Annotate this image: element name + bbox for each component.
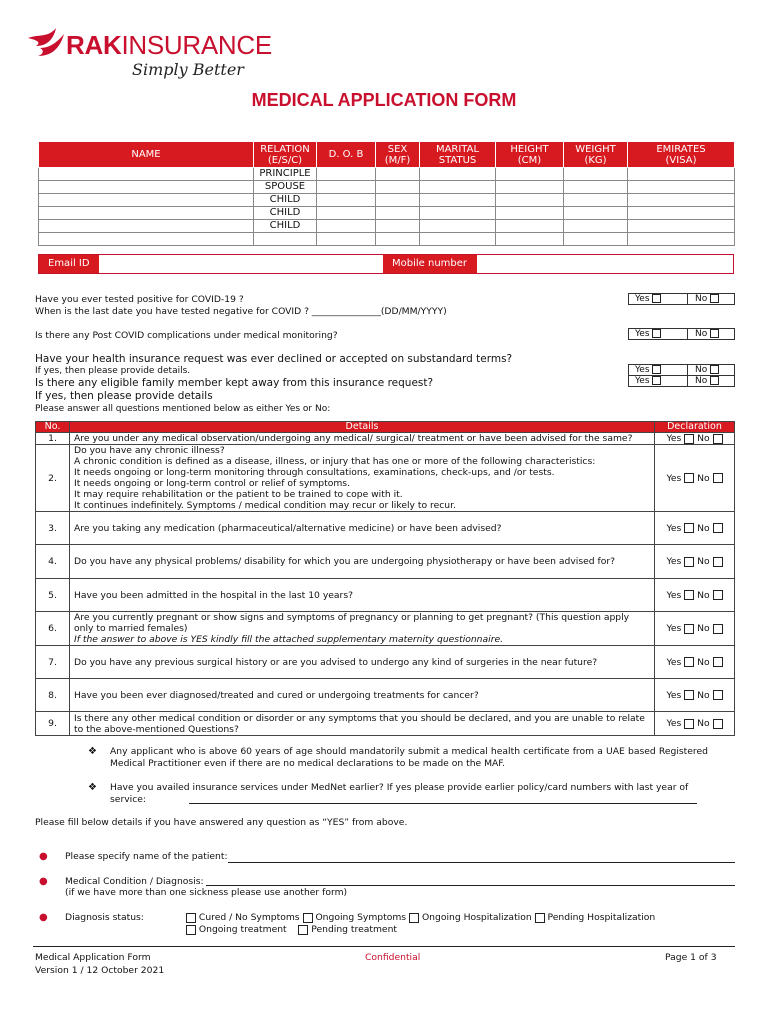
declaration-cell xyxy=(655,579,735,612)
declaration-cell xyxy=(655,712,735,736)
relation-cell: CHILD xyxy=(254,194,317,207)
question-text: Are you currently pregnant or show signs and symptoms of pregnancy or planning to get pregnant? (This question apply only to married females) xyxy=(74,612,630,634)
member-input-cell[interactable] xyxy=(420,168,496,181)
question-number: 4. xyxy=(36,545,70,579)
question-row xyxy=(36,612,735,646)
yes-label: Yes xyxy=(666,472,682,484)
member-input-cell[interactable] xyxy=(420,194,496,207)
yn-family-yes-checkbox[interactable] xyxy=(652,376,661,385)
relation-cell: SPOUSE xyxy=(254,181,317,194)
fill-note: Please fill below details if you have answered any question as “YES” from above. xyxy=(35,817,408,828)
question-6-yes-checkbox[interactable] xyxy=(684,624,694,634)
col-declaration: Declaration xyxy=(655,422,735,433)
question-text: It needs ongoing or long-term monitoring through consultations, examinations, check-ups, and /or tests. xyxy=(74,467,555,478)
question-2-yes-checkbox[interactable] xyxy=(684,473,694,483)
condition-field[interactable] xyxy=(206,885,735,886)
question-text: It continues indefinitely. Symptoms / medical condition may recur or likely to recur. xyxy=(74,500,456,511)
member-input-cell[interactable] xyxy=(628,207,735,220)
members-row xyxy=(39,207,735,220)
question-5-no-checkbox[interactable] xyxy=(713,590,723,600)
question-3-yes-checkbox[interactable] xyxy=(684,523,694,533)
declaration-cell xyxy=(655,612,735,646)
status-ongoing-hosp-label: Ongoing Hospitalization xyxy=(421,912,532,923)
member-input-cell[interactable] xyxy=(420,220,496,233)
bullet-icon: ● xyxy=(39,876,48,887)
member-input-cell[interactable] xyxy=(496,194,564,207)
covid-q1: Have you ever tested positive for COVID-19 ? xyxy=(35,294,244,305)
no-label: No xyxy=(695,365,708,375)
question-text: Are you under any medical observation/undergoing any medical/ surgical/ treatment or have been advised for the same? xyxy=(74,433,633,444)
condition-note: (if we have more than one sickness please use another form) xyxy=(65,887,348,898)
member-input-cell[interactable] xyxy=(317,207,376,220)
question-text: Do you have any physical problems/ disability for which you are undergoing physiotherapy or have been advised for? xyxy=(74,556,616,567)
question-row xyxy=(36,445,735,512)
page-title: MEDICAL APPLICATION FORM xyxy=(251,90,517,110)
question-row xyxy=(36,646,735,679)
yn-covid-1-no-checkbox[interactable] xyxy=(710,294,719,303)
yn-divider xyxy=(687,293,688,305)
yn-covid-3-yes xyxy=(635,329,661,339)
patient-name-field[interactable] xyxy=(228,862,735,863)
declaration-cell xyxy=(655,445,735,512)
members-col-header: EMIRATES (VISA) xyxy=(628,142,735,168)
brand-name: RAKINSURANCE xyxy=(66,30,272,60)
status-options-row1 xyxy=(186,912,655,923)
brand-tagline: Simply Better xyxy=(132,60,244,79)
member-input-cell[interactable] xyxy=(317,168,376,181)
question-row xyxy=(36,433,735,445)
mobile-label: Mobile number xyxy=(383,255,477,273)
declined-detail: If yes, then please provide details. xyxy=(35,366,191,376)
status-checkbox-pending-hosp[interactable] xyxy=(535,913,545,923)
question-7-no-checkbox[interactable] xyxy=(713,657,723,667)
member-input-cell[interactable] xyxy=(628,194,735,207)
member-input-cell[interactable] xyxy=(564,194,628,207)
no-label: No xyxy=(695,376,708,386)
member-input-cell[interactable] xyxy=(376,194,420,207)
relation-cell: CHILD xyxy=(254,207,317,220)
declaration-cell xyxy=(655,679,735,712)
yn-divider xyxy=(687,328,688,340)
question-5-yes-checkbox[interactable] xyxy=(684,590,694,600)
status-checkbox-ongoing-symptoms[interactable] xyxy=(303,913,313,923)
mobile-field[interactable] xyxy=(477,255,733,273)
question-details xyxy=(70,512,655,545)
yes-label: Yes xyxy=(666,623,682,634)
declined-question: Have your health insurance request was ever declined or accepted on substandard terms? xyxy=(35,353,513,365)
family-question: Is there any eligible family member kept away from this insurance request? xyxy=(35,377,434,389)
question-3-no-checkbox[interactable] xyxy=(713,523,723,533)
member-input-cell[interactable] xyxy=(628,220,735,233)
question-8-yes-checkbox[interactable] xyxy=(684,690,694,700)
yn-covid-3 xyxy=(628,328,735,340)
email-label: Email ID xyxy=(39,255,99,273)
member-input-cell[interactable] xyxy=(39,194,254,207)
question-details xyxy=(70,612,655,646)
status-checkbox-ongoing-treatment[interactable] xyxy=(186,925,196,935)
member-input-cell[interactable] xyxy=(628,168,735,181)
members-col-header: SEX (M/F) xyxy=(376,142,420,168)
question-details xyxy=(70,646,655,679)
question-6-yes-no xyxy=(666,623,722,634)
members-row xyxy=(39,194,735,207)
covid-q2: When is the last date you have tested negative for COVID ? _______________(DD/MM/YYYY) xyxy=(35,306,447,317)
members-row xyxy=(39,220,735,233)
question-details xyxy=(70,445,655,512)
no-label: No xyxy=(697,689,710,701)
mednet-input-line[interactable] xyxy=(189,803,697,804)
declaration-cell xyxy=(655,512,735,545)
question-text: It may require rehabilitation or the patient to be trained to cope with it. xyxy=(74,489,403,500)
no-label: No xyxy=(697,433,710,444)
questions-header-row xyxy=(36,422,735,433)
members-row xyxy=(39,181,735,194)
question-8-yes-no xyxy=(666,690,722,701)
no-label: No xyxy=(697,556,710,567)
question-9-yes-no xyxy=(666,718,722,729)
member-input-cell[interactable] xyxy=(496,181,564,194)
status-checkbox-ongoing-hosp[interactable] xyxy=(409,913,419,923)
question-details xyxy=(70,545,655,579)
yn-covid-1 xyxy=(628,293,735,305)
yn-divider xyxy=(687,375,688,387)
answer-note: Please answer all questions mentioned below as either Yes or No: xyxy=(35,404,331,414)
questions-table xyxy=(35,421,735,736)
yes-label: Yes xyxy=(666,522,682,534)
no-label: No xyxy=(697,589,710,601)
status-label: Diagnosis status: xyxy=(65,912,144,923)
members-header-row xyxy=(39,142,735,168)
member-input-cell[interactable] xyxy=(496,220,564,233)
member-input-cell[interactable] xyxy=(376,168,420,181)
member-input-cell[interactable] xyxy=(496,168,564,181)
status-ongoing-symptoms-label: Ongoing Symptoms xyxy=(315,912,407,923)
declaration-cell xyxy=(655,545,735,579)
member-input-cell[interactable] xyxy=(39,207,254,220)
question-details xyxy=(70,679,655,712)
question-text: Is there any other medical condition or disorder or any symptoms that you should be declared, and you are unable to relate to the above-mentioned Questions? xyxy=(74,712,645,735)
yn-family-no-checkbox[interactable] xyxy=(710,376,719,385)
email-field[interactable] xyxy=(99,255,419,273)
member-input-cell[interactable] xyxy=(317,194,376,207)
question-row xyxy=(36,679,735,712)
yn-covid-3-yes-checkbox[interactable] xyxy=(652,329,661,338)
logo xyxy=(26,22,296,86)
question-number: 1. xyxy=(36,433,70,445)
yes-label: Yes xyxy=(635,294,650,304)
no-label: No xyxy=(697,623,710,634)
question-text: A chronic condition is defined as a disease, illness, or injury that has one or more of the following characteristics: xyxy=(74,456,596,467)
contact-row xyxy=(38,254,734,274)
patient-label: Please specify name of the patient: xyxy=(65,851,228,862)
yes-label: Yes xyxy=(635,329,650,339)
question-text: Have you been admitted in the hospital in the last 10 years? xyxy=(74,589,353,601)
question-text: Do you have any chronic illness? xyxy=(74,445,225,456)
relation-cell xyxy=(254,233,317,246)
question-details xyxy=(70,712,655,736)
status-checkbox-pending-treatment[interactable] xyxy=(298,925,308,935)
yes-label: Yes xyxy=(666,718,682,729)
member-input-cell[interactable] xyxy=(496,207,564,220)
covid-q3: Is there any Post COVID complications under medical monitoring? xyxy=(35,330,338,341)
question-2-yes-no xyxy=(666,473,722,484)
yn-declined-no xyxy=(695,365,719,375)
question-number: 8. xyxy=(36,679,70,712)
members-col-header: WEIGHT (KG) xyxy=(564,142,628,168)
member-input-cell[interactable] xyxy=(39,233,254,246)
member-input-cell[interactable] xyxy=(564,181,628,194)
question-4-yes-no xyxy=(666,556,722,567)
question-4-no-checkbox[interactable] xyxy=(713,557,723,567)
member-input-cell[interactable] xyxy=(317,181,376,194)
question-4-yes-checkbox[interactable] xyxy=(684,557,694,567)
footer-divider xyxy=(33,946,735,947)
question-5-yes-no xyxy=(666,590,722,601)
yn-family-yes xyxy=(635,376,661,386)
note-age-text: Any applicant who is above 60 years of age should mandatorily submit a medical health certificate from a UAE based Registered Medical Practitioner even if there are no medical declarations to be made on the MAF. xyxy=(110,746,708,769)
question-3-yes-no xyxy=(666,523,722,534)
question-2-no-checkbox[interactable] xyxy=(713,473,723,483)
member-input-cell[interactable] xyxy=(317,220,376,233)
members-col-header: RELATION (E/S/C) xyxy=(254,142,317,168)
question-text: It needs ongoing or long-term control or relief of symptoms. xyxy=(74,478,351,489)
member-input-cell[interactable] xyxy=(564,168,628,181)
yn-declined-yes-checkbox[interactable] xyxy=(652,365,661,374)
question-number: 3. xyxy=(36,512,70,545)
member-input-cell[interactable] xyxy=(564,207,628,220)
yn-covid-3-no xyxy=(695,329,719,339)
question-9-yes-checkbox[interactable] xyxy=(684,719,694,729)
question-6-no-checkbox[interactable] xyxy=(713,624,723,634)
question-1-yes-no xyxy=(666,433,722,444)
yn-covid-3-no-checkbox[interactable] xyxy=(710,329,719,338)
member-input-cell[interactable] xyxy=(376,220,420,233)
question-9-no-checkbox[interactable] xyxy=(713,719,723,729)
question-row xyxy=(36,579,735,612)
yes-label: Yes xyxy=(666,433,682,444)
no-label: No xyxy=(697,656,710,668)
declaration-cell xyxy=(655,433,735,445)
status-pending-treatment-label: Pending treatment xyxy=(311,924,398,935)
declaration-cell xyxy=(655,646,735,679)
question-number: 6. xyxy=(36,612,70,646)
member-input-cell[interactable] xyxy=(420,207,496,220)
yes-label: Yes xyxy=(666,656,682,668)
members-col-header: HEIGHT (CM) xyxy=(496,142,564,168)
yes-label: Yes xyxy=(635,365,650,375)
members-row xyxy=(39,168,735,181)
members-row xyxy=(39,233,735,246)
yn-covid-1-yes-checkbox[interactable] xyxy=(652,294,661,303)
question-row xyxy=(36,512,735,545)
question-details xyxy=(70,433,655,445)
member-input-cell[interactable] xyxy=(420,181,496,194)
question-7-yes-checkbox[interactable] xyxy=(684,657,694,667)
member-input-cell[interactable] xyxy=(39,220,254,233)
bullet-icon: ● xyxy=(39,912,48,923)
question-row xyxy=(36,545,735,579)
member-input-cell[interactable] xyxy=(628,233,735,246)
question-1-yes-checkbox[interactable] xyxy=(684,434,694,444)
footer-confidential: Confidential xyxy=(365,952,421,963)
no-label: No xyxy=(695,294,708,304)
question-text: Have you been ever diagnosed/treated and cured or undergoing treatments for cancer? xyxy=(74,689,479,701)
yn-covid-1-no xyxy=(695,294,719,304)
member-input-cell[interactable] xyxy=(376,181,420,194)
member-input-cell[interactable] xyxy=(376,233,420,246)
rak-bird-icon xyxy=(26,24,66,60)
maternity-note: If the answer to above is YES kindly fill the attached supplementary maternity questionnaire. xyxy=(74,634,504,645)
yes-label: Yes xyxy=(666,589,682,601)
yn-declined-yes xyxy=(635,365,661,375)
yn-covid-1-yes xyxy=(635,294,661,304)
col-details: Details xyxy=(70,422,655,433)
question-number: 2. xyxy=(36,445,70,512)
status-pending-hosp-label: Pending Hospitalization xyxy=(547,912,656,923)
status-cured-label: Cured / No Symptoms xyxy=(198,912,300,923)
family-detail: If yes, then please provide details xyxy=(35,390,213,402)
no-label: No xyxy=(697,472,710,484)
member-input-cell[interactable] xyxy=(376,207,420,220)
diamond-bullet-icon: ❖ xyxy=(88,746,97,757)
no-label: No xyxy=(697,718,710,729)
members-col-header: MARITAL STATUS xyxy=(420,142,496,168)
member-input-cell[interactable] xyxy=(317,233,376,246)
members-col-header: D. O. B xyxy=(317,142,376,168)
question-row xyxy=(36,712,735,736)
member-input-cell[interactable] xyxy=(420,233,496,246)
relation-cell: PRINCIPLE xyxy=(254,168,317,181)
col-no: No. xyxy=(36,422,70,433)
member-input-cell[interactable] xyxy=(39,181,254,194)
yn-family-no xyxy=(695,376,719,386)
yn-declined-no-checkbox[interactable] xyxy=(710,365,719,374)
note-mednet-text: Have you availed insurance services under MedNet earlier? If yes please provide earlier policy/card numbers with last year of service: xyxy=(110,782,689,805)
question-7-yes-no xyxy=(666,657,722,668)
note-age xyxy=(90,746,708,770)
member-input-cell[interactable] xyxy=(496,233,564,246)
members-table xyxy=(38,141,735,246)
yes-label: Yes xyxy=(666,556,682,567)
footer-version: Version 1 / 12 October 2021 xyxy=(35,965,165,976)
members-col-header: NAME xyxy=(39,142,254,168)
status-options-row2 xyxy=(186,924,397,935)
member-input-cell[interactable] xyxy=(39,168,254,181)
no-label: No xyxy=(697,522,710,534)
question-text: Are you taking any medication (pharmaceutical/alternative medicine) or have been advised? xyxy=(74,522,502,534)
relation-cell: CHILD xyxy=(254,220,317,233)
yn-family xyxy=(628,375,735,387)
bullet-icon: ● xyxy=(39,851,48,862)
member-input-cell[interactable] xyxy=(564,233,628,246)
question-8-no-checkbox[interactable] xyxy=(713,690,723,700)
question-text: Do you have any previous surgical history or are you advised to undergo any kind of surgeries in the near future? xyxy=(74,656,598,668)
member-input-cell[interactable] xyxy=(564,220,628,233)
yes-label: Yes xyxy=(666,689,682,701)
status-checkbox-cured[interactable] xyxy=(186,913,196,923)
no-label: No xyxy=(695,329,708,339)
question-number: 5. xyxy=(36,579,70,612)
question-number: 9. xyxy=(36,712,70,736)
member-input-cell[interactable] xyxy=(628,181,735,194)
diamond-bullet-icon: ❖ xyxy=(88,782,97,793)
footer-page-number: Page 1 of 3 xyxy=(665,952,717,963)
footer-form-name: Medical Application Form xyxy=(35,952,151,963)
condition-label: Medical Condition / Diagnosis: xyxy=(65,876,204,887)
question-details xyxy=(70,579,655,612)
question-number: 7. xyxy=(36,646,70,679)
yes-label: Yes xyxy=(635,376,650,386)
status-ongoing-treatment-label: Ongoing treatment xyxy=(198,924,287,935)
question-1-no-checkbox[interactable] xyxy=(713,434,723,444)
